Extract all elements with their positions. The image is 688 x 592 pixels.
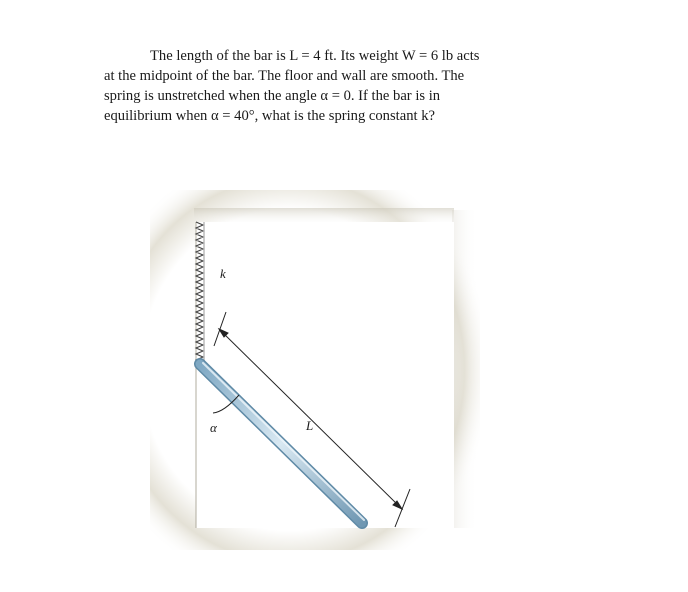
problem-line-4: equilibrium when α = 40°, what is the spring constant k? [104,108,435,124]
problem-line-2: at the midpoint of the bar. The floor and wall are smooth. The [104,68,465,84]
problem-line-1: The length of the bar is L = 4 ft. Its weight W = 6 lb acts [150,48,480,64]
spring-constant-label: k [220,266,226,281]
bar-length-label: L [306,418,314,433]
problem-line-3: spring is unstretched when the angle α = 0. If the bar is in [104,88,441,104]
spring-shadow [203,222,205,362]
angle-label: α [210,420,217,435]
